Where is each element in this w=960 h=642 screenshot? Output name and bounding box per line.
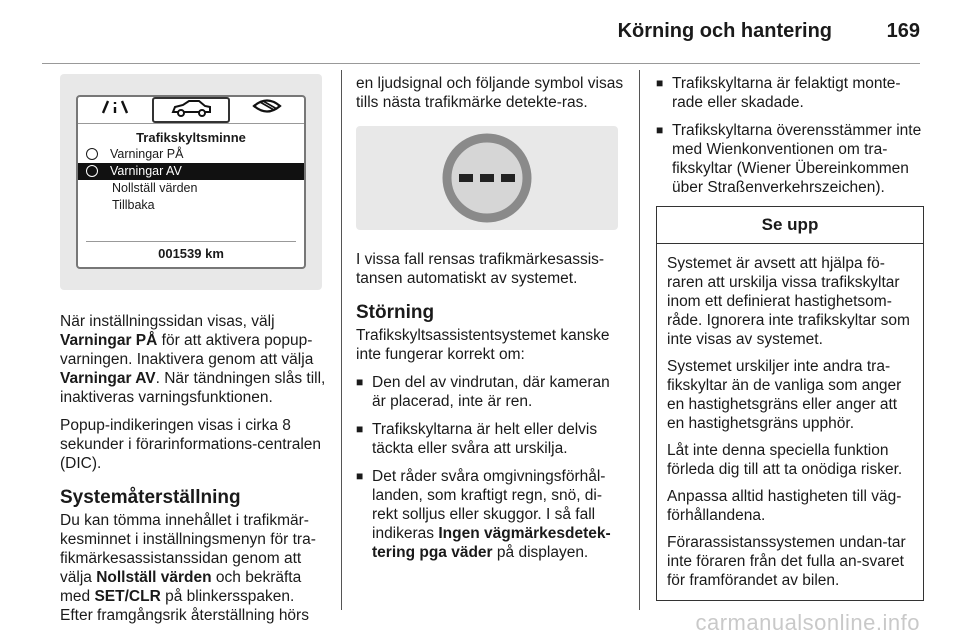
page-number: 169 xyxy=(886,20,920,42)
paragraph: Låt inte denna speciella funktion förleda dig till att ta onödiga risker. xyxy=(667,442,903,478)
menu-item-warnings-on: Varningar PÅ xyxy=(78,146,304,163)
bullet-list xyxy=(356,373,624,562)
menu-item-reset-values: Nollställ värden xyxy=(112,181,198,195)
chapter-title: Körning och hantering xyxy=(617,20,832,42)
bullet-list xyxy=(656,74,924,197)
paragraph: Systemet är avsett att hjälpa fö-raren att urskilja vissa trafikskyltar inom ett definierat hastighetsom-råde. Ignorera inte trafikskyltar som inte visas av systemet. xyxy=(667,255,910,348)
page-header xyxy=(0,0,960,64)
section-heading: Störning xyxy=(356,302,435,323)
menu-item-warnings-off: Varningar AV xyxy=(78,163,304,180)
header-divider xyxy=(42,63,920,64)
warning-lines-icon xyxy=(78,97,152,123)
paragraph: en ljudsignal och följande symbol visas tills nästa trafikmärke detekte-ras. xyxy=(356,75,624,111)
sign-icon xyxy=(230,97,304,123)
paragraph: Du kan tömma innehållet i trafikmär-kesminnet i inställningsmenyn för tra-fikmärkesassistanssidan genom att välja Nollställ värden och bekräfta med SET/CLR på blinkersspaken. Efter framgångsrik återställning hörs xyxy=(60,512,316,624)
radio-icon xyxy=(86,165,98,177)
display-illustration xyxy=(60,74,322,290)
list-item: ■ Trafikskyltarna är felaktigt monte-rade eller skadade. xyxy=(656,74,924,112)
paragraph: Trafikskyltsassistentsystemet kanske inte fungerar korrekt om: xyxy=(356,327,610,363)
display-icon-bar xyxy=(78,97,304,124)
paragraph: Popup-indikeringen visas i cirka 8 sekunder i förarinformations-centralen (DIC). xyxy=(60,417,322,472)
radio-icon xyxy=(86,148,98,160)
column-3 xyxy=(656,74,924,601)
paragraph: Förarassistanssystemen undan-tar inte föraren från det fulla an-svaret för framförandet av bilen. xyxy=(667,534,906,589)
no-speed-limit-sign-icon xyxy=(442,133,532,223)
list-item: ■ Det råder svåra omgivningsförhål-landen, som kraftigt regn, snö, di-rekt solljus eller skuggor. I så fall indikeras Ingen vägmärkesdetek-tering pga väder på displayen. xyxy=(356,467,624,562)
paragraph: Systemet urskiljer inte andra tra-fikskyltar än de vanliga som anger en hastighetsgräns eller anger att en hastighetsgräns upphör. xyxy=(667,358,902,432)
column-divider xyxy=(341,70,342,610)
list-item: ■ Trafikskyltarna är helt eller delvis täckta eller svåra att urskilja. xyxy=(356,420,624,458)
column-1 xyxy=(60,74,326,634)
paragraph: Anpassa alltid hastigheten till väg-förhållandena. xyxy=(667,488,902,524)
paragraph: När inställningssidan visas, välj Varningar PÅ för att aktivera popup-varningen. Inaktivera genom att välja Varningar AV. När tändningen slås till, inaktiveras varningsfunktionen. xyxy=(60,313,326,406)
list-item: ■ Den del av vindrutan, där kameran är placerad, inte är ren. xyxy=(356,373,624,411)
menu-item-back: Tillbaka xyxy=(112,198,155,212)
caution-title: Se upp xyxy=(657,207,923,244)
car-icon xyxy=(152,97,230,123)
sign-illustration xyxy=(356,126,618,230)
display-menu-title: Trafikskyltsminne xyxy=(136,130,246,145)
column-divider xyxy=(639,70,640,610)
list-item: ■ Trafikskyltarna överensstämmer inte med Wienkonventionen om tra-fikskyltar (Wiener Übereinkommen über Straßenverkehrszeichen). xyxy=(656,121,924,197)
caution-box xyxy=(656,206,924,601)
caution-body xyxy=(657,244,923,600)
paragraph: I vissa fall rensas trafikmärkesassis-tansen automatiskt av systemet. xyxy=(356,251,605,287)
dic-screen xyxy=(76,95,306,269)
column-2 xyxy=(356,74,624,571)
watermark-text: carmanualsonline.info xyxy=(695,610,920,635)
section-heading: Systemåterställning xyxy=(60,487,241,508)
odometer-readout: 001539 km xyxy=(86,241,296,261)
